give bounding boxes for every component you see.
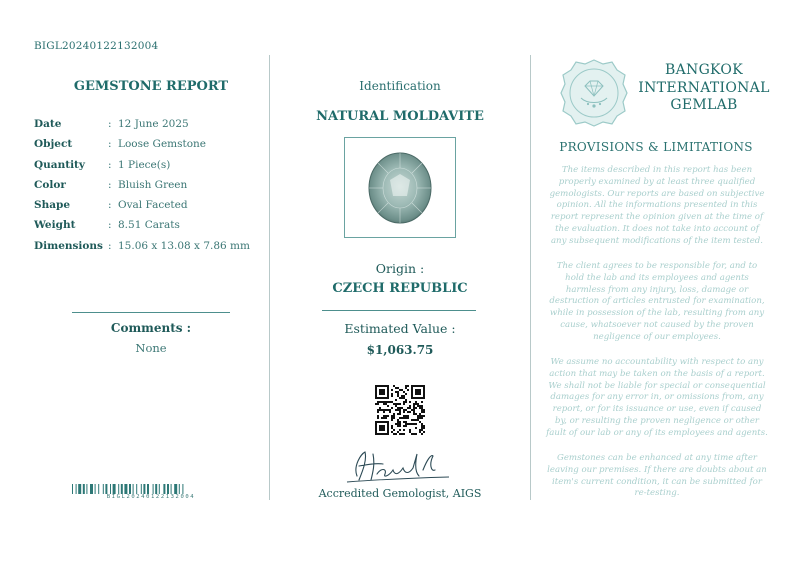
spec-label: Shape <box>34 199 71 212</box>
spec-value: 1 Piece(s) <box>118 158 171 171</box>
spec-label: Dimensions <box>34 239 103 252</box>
spec-row-weight <box>34 219 264 239</box>
spec-label: Color <box>34 178 66 191</box>
comments-divider <box>72 312 230 313</box>
lab-name-line: INTERNATIONAL <box>638 79 770 96</box>
provisions-paragraph: The client agrees to be responsible for, and to hold the lab and its employees and agents harmless from any injury, loss, damage or destruction of articles entrusted for examination, while in possession of the lab, resulting from any cause, whatsoever not caused by the proven negligence of our employees. <box>549 261 765 342</box>
spec-colon: : <box>108 219 112 232</box>
spec-value: 8.51 Carats <box>118 219 180 232</box>
spec-value: 12 June 2025 <box>118 118 189 130</box>
spec-colon: : <box>108 118 112 130</box>
spec-colon: : <box>108 199 112 212</box>
provisions-paragraph: We assume no accountability with respect to any action that may be taken on the basis of a report. We shall not be liable for special or consequential damages for any error in, or omissions from, any report, or for its issuance or use, even if caused by, or resulting the proven negligence or other fault of our lab or any of its employees and agents. <box>546 357 768 438</box>
estimated-value-label: Estimated Value : <box>344 321 456 336</box>
spec-colon: : <box>108 138 112 151</box>
lab-name-line: GEMLAB <box>670 97 738 113</box>
spec-row-object <box>34 138 264 158</box>
comments-label: Comments : <box>110 321 192 335</box>
value-divider <box>322 310 476 311</box>
provisions-paragraph: Gemstones can be enhanced at any time after leaving our premises. If there are doubts about an item's current condition, it can be submitted for re-testing. <box>547 453 767 499</box>
estimated-value: $1,063.75 <box>366 343 434 357</box>
gemstone-photo <box>344 137 456 238</box>
spec-label: Date <box>34 118 62 130</box>
spec-colon: : <box>108 239 112 252</box>
provisions-title: PROVISIONS & LIMITATIONS <box>559 140 753 154</box>
spec-value: Bluish Green <box>118 178 188 191</box>
origin-value: CZECH REPUBLIC <box>332 281 468 296</box>
qr-code <box>375 385 425 435</box>
gem-image <box>345 138 455 237</box>
spec-value: Oval Faceted <box>118 199 188 212</box>
spec-row-date <box>34 118 264 138</box>
spec-label: Object <box>34 138 73 151</box>
spec-value: 15.06 x 13.08 x 7.86 mm <box>118 239 250 252</box>
gemstone-name: NATURAL MOLDAVITE <box>316 109 484 124</box>
spec-colon: : <box>108 178 112 191</box>
provisions-paragraph: The items described in this report has been properly examined by at least three qualified gemologists. Our reports are based on subjective opinion. All the informations presented in this report represent the opinion given at the time of the evaluation. It does not take into account of any subsequent modifications of the item tested. <box>549 165 765 246</box>
barcode-text: BIGL20240122132004 <box>106 494 196 500</box>
spec-value: Loose Gemstone <box>118 138 207 151</box>
spec-row-color <box>34 179 264 199</box>
spec-row-quantity <box>34 159 264 179</box>
spec-colon: : <box>108 158 112 171</box>
specifications-list <box>34 118 264 260</box>
report-serial-number: BIGL20240122132004 <box>34 40 159 52</box>
column-divider-right <box>530 55 531 500</box>
signature <box>343 446 453 486</box>
identification-label: Identification <box>359 79 441 93</box>
lab-name <box>637 62 771 115</box>
lab-name-line: BANGKOK <box>665 62 743 78</box>
barcode <box>72 484 230 494</box>
accredited-gemologist: Accredited Gemologist, AIGS <box>318 487 482 500</box>
spec-label: Weight <box>34 219 76 232</box>
spec-label: Quantity <box>34 158 86 171</box>
origin-label: Origin : <box>375 261 425 276</box>
spec-row-dimensions <box>34 240 264 260</box>
spec-row-shape <box>34 199 264 219</box>
report-title: GEMSTONE REPORT <box>73 79 229 94</box>
comments-value: None <box>135 341 167 355</box>
gem-logo-icon <box>559 58 629 128</box>
